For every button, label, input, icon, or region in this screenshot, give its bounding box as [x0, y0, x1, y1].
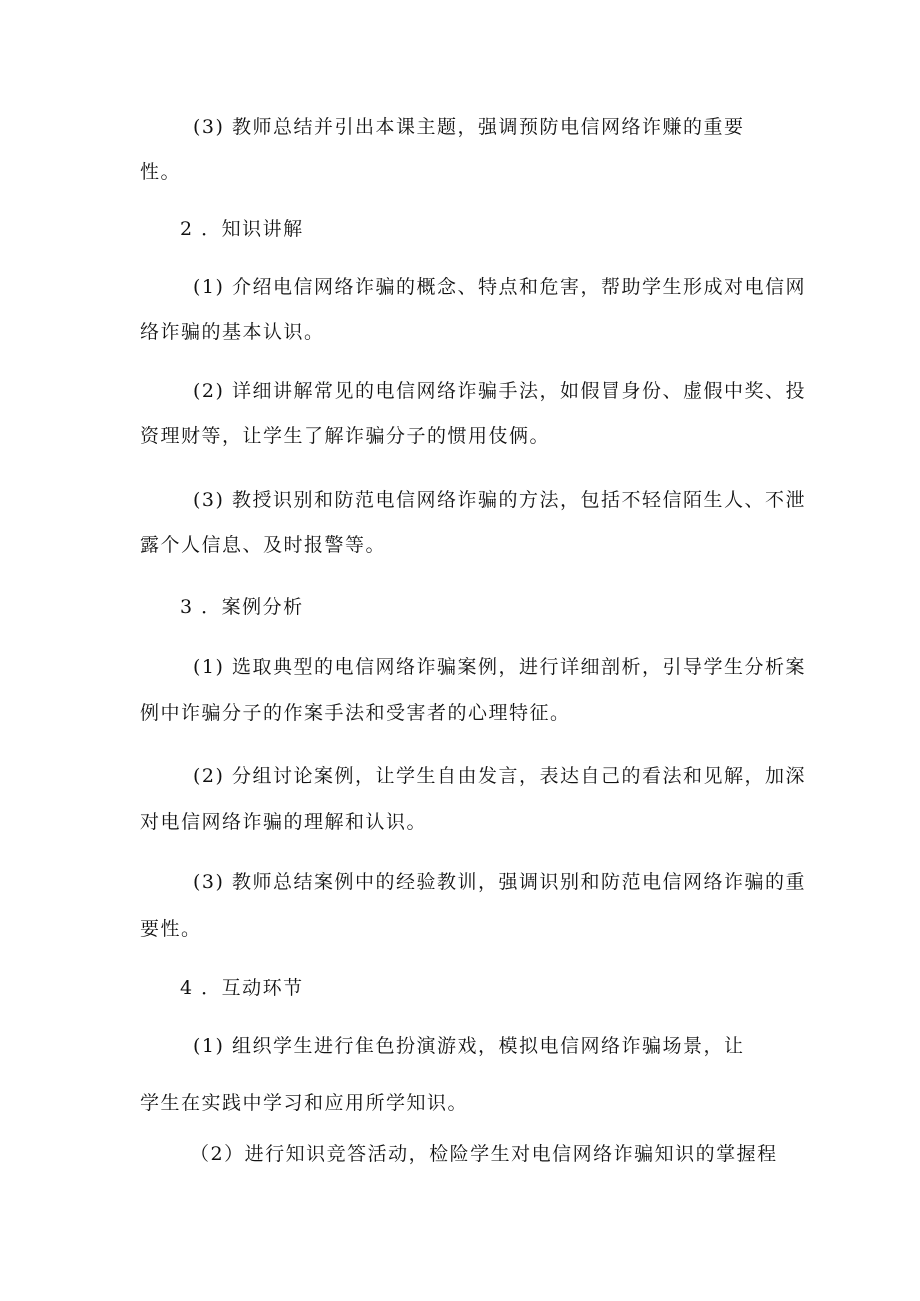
paragraph-line: 学生在实践中学习和应用所学知识。: [140, 1092, 469, 1114]
paragraph-line: (3) 教师总结案例中的经验教训，强调识别和防范电信网络诈骗的重: [193, 871, 806, 893]
section-heading: 4 ．互动环节: [180, 977, 304, 999]
paragraph-line: 络诈骗的基本认识。: [140, 321, 325, 343]
paragraph-line: 露个人信息、及时报警等。: [140, 534, 387, 556]
paragraph-line: (2) 详细讲解常见的电信网络诈骗手法，如假冒身份、虚假中奖、投: [193, 380, 806, 402]
paragraph-line: (3) 教师总结并引出本课主题，强调预防电信网络诈赚的重要: [193, 116, 745, 138]
paragraph-line: 例中诈骗分子的作案手法和受害者的心理特征。: [140, 702, 571, 724]
paragraph-line: (1) 组织学生进行隹色扮演游戏，模拟电信网络诈骗场景，让: [193, 1035, 745, 1057]
paragraph-line: (2) 分组讨论案例，让学生自由发言，表达自己的看法和见解，加深: [193, 765, 806, 787]
paragraph-line: 资理财等，让学生了解诈骗分子的惯用伎俩。: [140, 425, 551, 447]
paragraph-line: (1) 选取典型的电信网络诈骗案例，进行详细剖析，引导学生分析案: [193, 656, 806, 678]
paragraph-line: 性。: [140, 161, 182, 183]
paragraph-line: 要性。: [140, 918, 202, 940]
section-heading: 3 ．案例分析: [180, 596, 304, 618]
paragraph-line: （2）进行知识竞答活动，检险学生对电信网络诈骗知识的掌握程: [190, 1143, 778, 1165]
section-heading: 2 ．知识讲解: [180, 218, 304, 240]
paragraph-line: (3) 教授识别和防范电信网络诈骗的方法，包括不轻信陌生人、不泄: [193, 489, 806, 511]
paragraph-line: (1) 介绍电信网络诈骗的概念、特点和危害，帮助学生形成对电信网: [193, 276, 806, 298]
paragraph-line: 对电信网络诈骗的理解和认识。: [140, 811, 428, 833]
